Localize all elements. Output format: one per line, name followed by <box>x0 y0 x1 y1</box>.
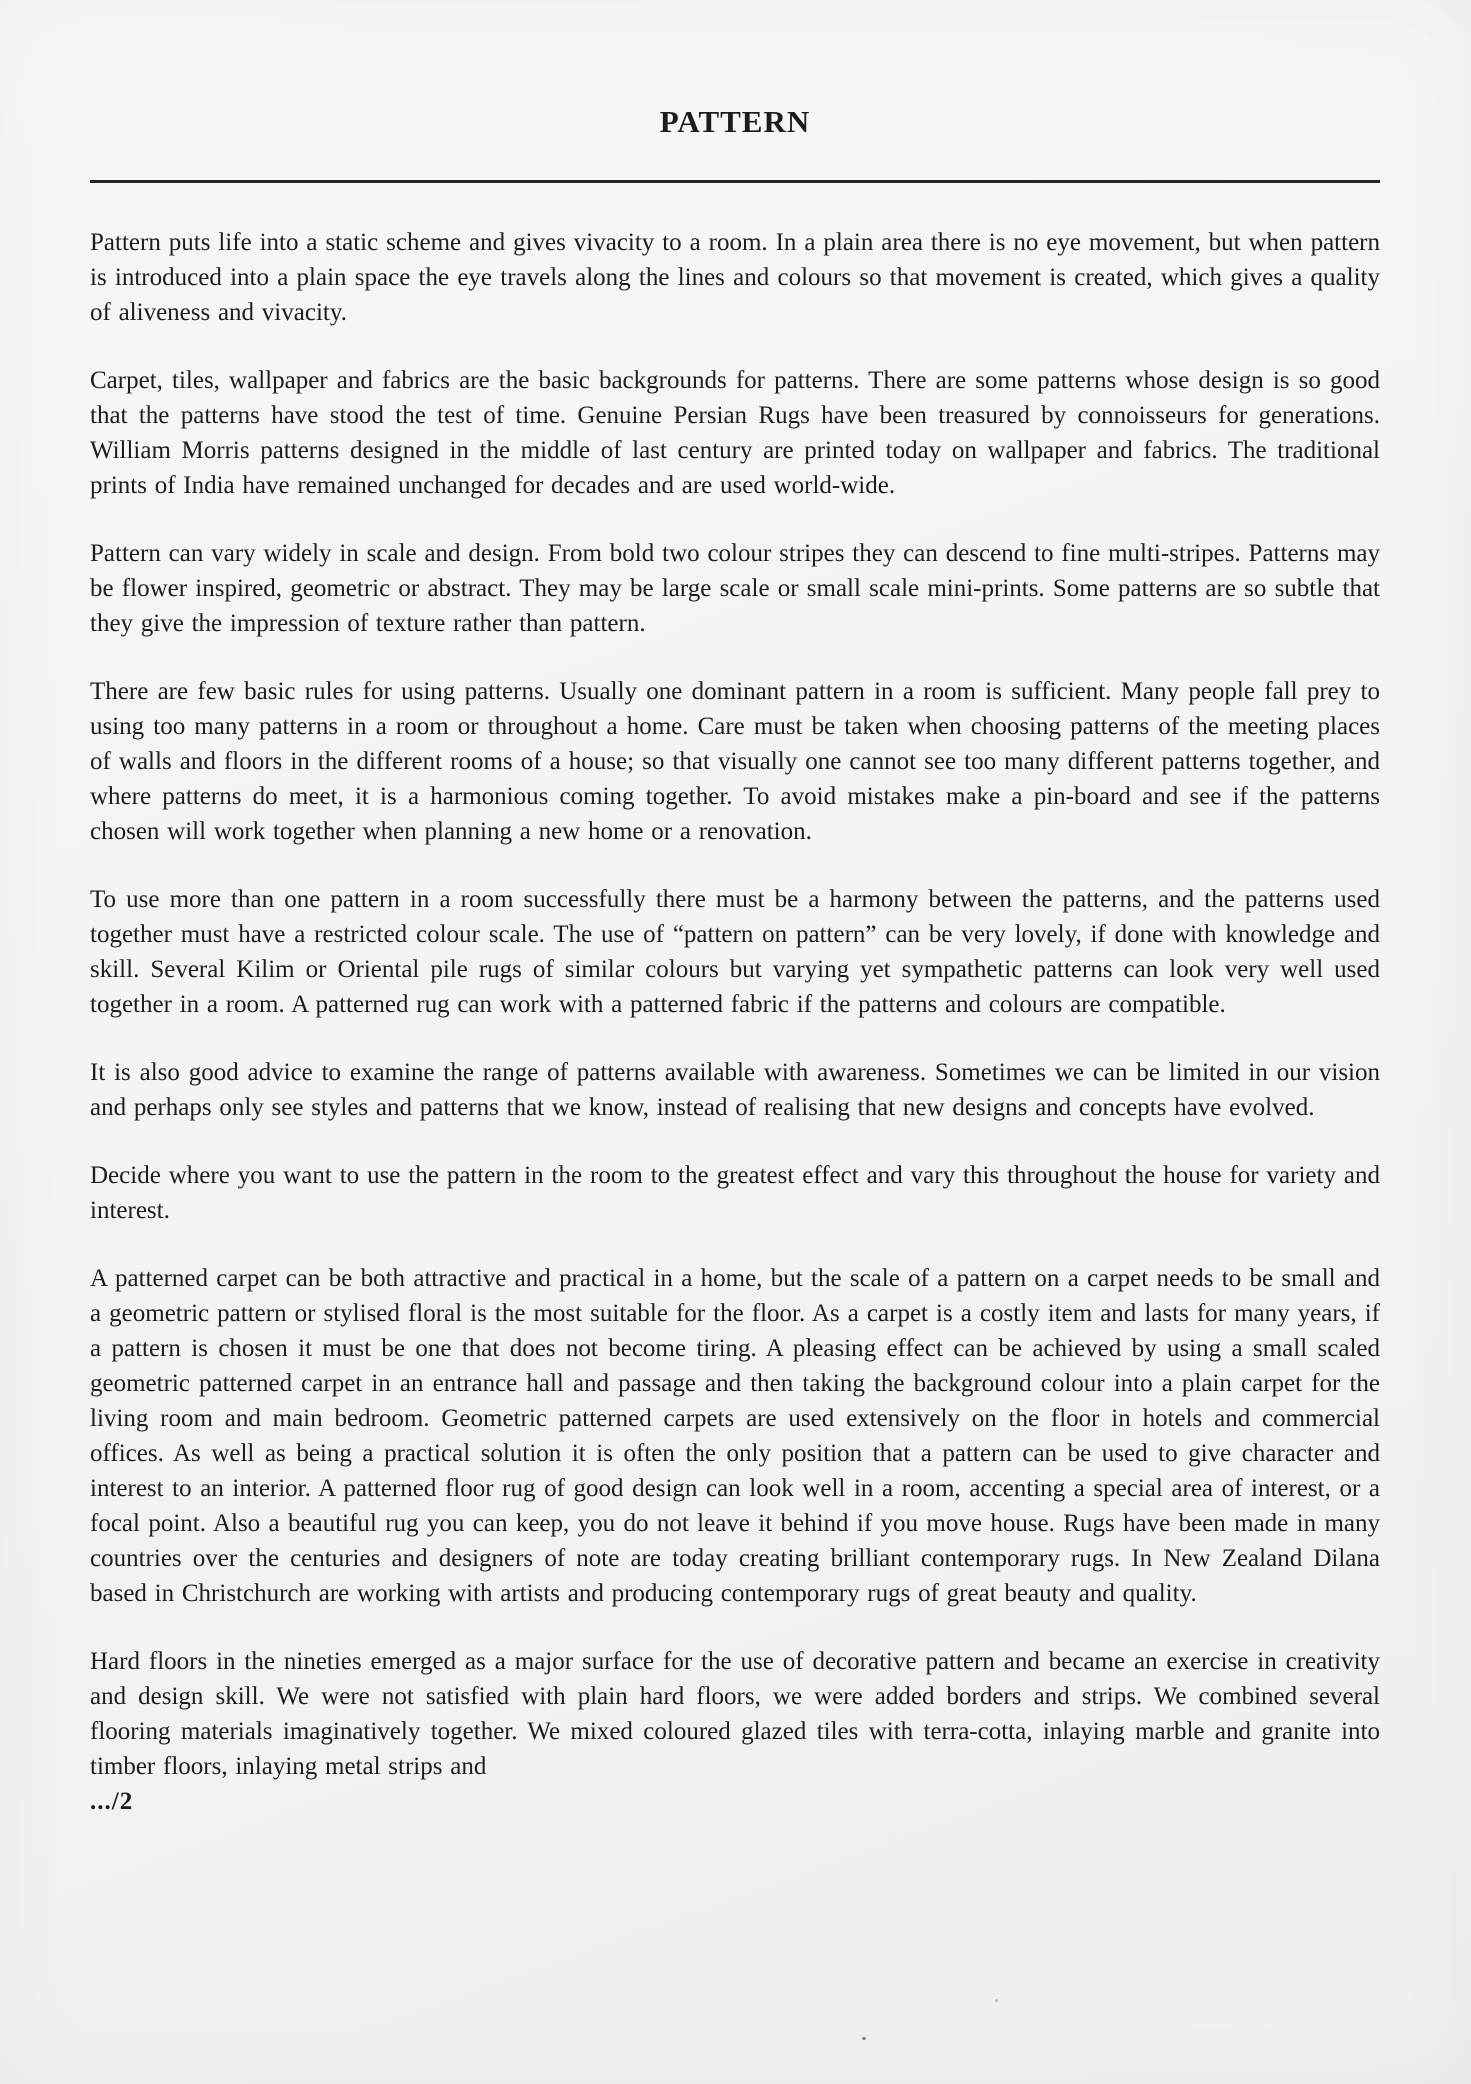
paragraph: A patterned carpet can be both attractive and practical in a home, but the scale of a pattern on a carpet needs to be small and a geometric pattern or stylised floral is the most suitable for the floor. As a carpet is a costly item and lasts for many years, if a pattern is chosen it must be one that does not become tiring. A pleasing effect can be achieved by using a small scaled geometric patterned carpet in an entrance hall and passage and then taking the background colour into a plain carpet for the living room and main bedroom. Geometric patterned carpets are used extensively on the floor in hotels and commercial offices. As well as being a practical solution it is often the only position that a pattern can be used to give character and interest to an interior. A patterned floor rug of good design can look well in a room, accenting a special area of interest, or a focal point. Also a beautiful rug you can keep, you do not leave it behind if you move house. Rugs have been made in many countries over the centuries and designers of note are today creating brilliant contemporary rugs. In New Zealand Dilana based in Christchurch are working with artists and producing contemporary rugs of great beauty and quality. <box>90 1265 1380 1607</box>
scan-speck <box>995 1999 998 2002</box>
scan-speck <box>862 2037 866 2040</box>
paragraph: Decide where you want to use the pattern in the room to the greatest effect and vary this throughout the house for variety and interest. <box>90 1162 1380 1224</box>
title-divider <box>90 180 1380 183</box>
paragraph: Pattern can vary widely in scale and design. From bold two colour stripes they can descend to fine multi-stripes. Patterns may be flower inspired, geometric or abstract. They may be large scale or small scale mini-prints. Some patterns are so subtle that they give the impression of texture rather than pattern. <box>90 540 1380 637</box>
page-continuation-marker: .../2 <box>90 1788 134 1815</box>
paragraph: Hard floors in the nineties emerged as a major surface for the use of decorative pattern and became an exercise in creativity and design skill. We were not satisfied with plain hard floors, we were added borders and strips. We combined several flooring materials imaginatively together. We mixed coloured glazed tiles with terra-cotta, inlaying marble and granite into timber floors, inlaying metal strips and <box>90 1648 1380 1780</box>
paragraph: Carpet, tiles, wallpaper and fabrics are the basic backgrounds for patterns. There are some patterns whose design is so good that the patterns have stood the test of time. Genuine Persian Rugs have been treasured by connoisseurs for generations. William Morris patterns designed in the middle of last century are printed today on wallpaper and fabrics. The traditional prints of India have remained unchanged for decades and are used world-wide. <box>90 367 1380 499</box>
paragraph: There are few basic rules for using patterns. Usually one dominant pattern in a room is sufficient. Many people fall prey to using too many patterns in a room or throughout a home. Care must be taken when choosing patterns of the meeting places of walls and floors in the different rooms of a house; so that visually one cannot see too many different patterns together, and where patterns do meet, it is a harmonious coming together. To avoid mistakes make a pin-board and see if the patterns chosen will work together when planning a new home or a renovation. <box>90 678 1380 845</box>
paragraph: It is also good advice to examine the range of patterns available with awareness. Sometimes we can be limited in our vision and perhaps only see styles and patterns that we know, instead of realising that new designs and concepts have evolved. <box>90 1059 1380 1121</box>
document-body <box>90 225 1380 1784</box>
paragraph: To use more than one pattern in a room successfully there must be a harmony between the patterns, and the patterns used together must have a restricted colour scale. The use of “pattern on pattern” can be very lovely, if done with knowledge and skill. Several Kilim or Oriental pile rugs of similar colours but varying yet sympathetic patterns can look very well used together in a room. A patterned rug can work with a patterned fabric if the patterns and colours are compatible. <box>90 886 1380 1018</box>
page-title: PATTERN <box>659 104 811 139</box>
paragraph: Pattern puts life into a static scheme and gives vivacity to a room. In a plain area there is no eye movement, but when pattern is introduced into a plain space the eye travels along the lines and colours so that movement is created, which gives a quality of aliveness and vivacity. <box>90 229 1380 326</box>
